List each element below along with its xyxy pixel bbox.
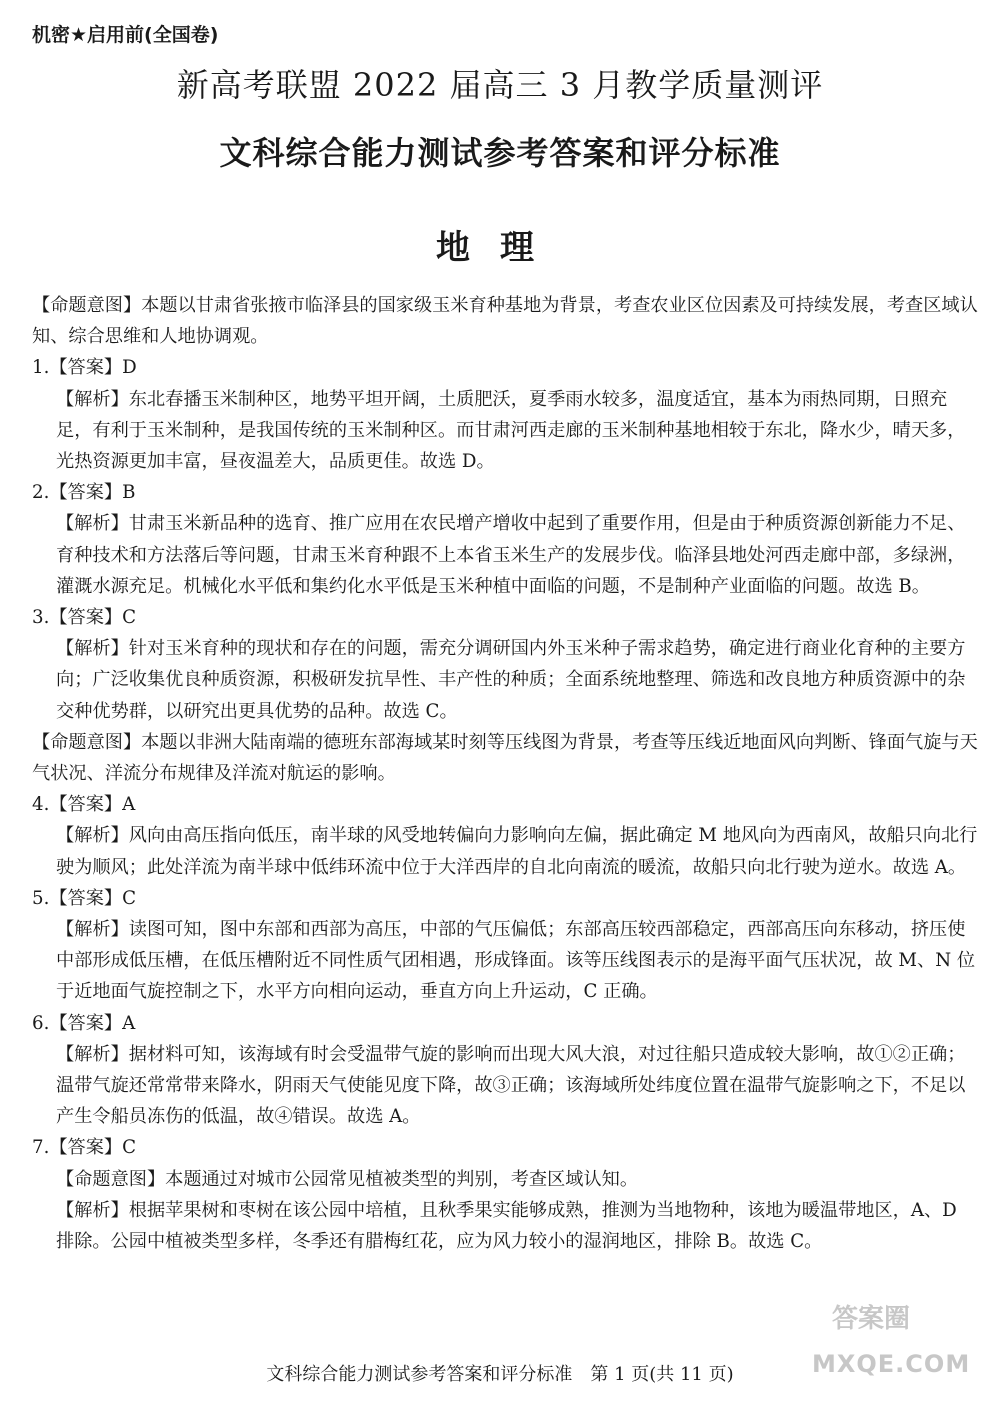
answer-line-2: 2.【答案】B: [32, 482, 136, 504]
explanation-7: 【解析】根据苹果树和枣树在该公园中培植，且秋季果实能够成熟，推测为当地物种，该地为暖温带地区，A、D 排除。公园中植被类型多样，冬季还有腊梅红花，应为风力较小的湿润地区，排除 B。故选 C。: [56, 1199, 957, 1253]
intent-paragraph: 【命题意图】本题以甘肃省张掖市临泽县的国家级玉米育种基地为背景，考查农业区位因素及可持续发展，考查区域认知、综合思维和人地协调观。: [32, 295, 978, 348]
answer-line-3: 3.【答案】C: [32, 607, 137, 629]
confidential-label: 机密★启用前(全国卷): [32, 24, 219, 46]
explanation-6: 【解析】据材料可知，该海域有时会受温带气旋的影响而出现大风大浪，对过往船只造成较大影响，故①②正确；温带气旋还常常带来降水，阴雨天气使能见度下降，故③正确；该海域所处纬度位置在温带气旋影响之下，不足以产生令船员冻伤的低温，故④错误。故选 A。: [56, 1043, 966, 1128]
document-title: 文科综合能力测试参考答案和评分标准: [219, 134, 781, 172]
explanation-4: 【解析】风向由高压指向低压，南半球的风受地转偏向力影响向左偏，据此确定 M 地风向为西南风，故船只向北行驶为顺风；此处洋流为南半球中低纬环流中位于大洋西岸的自北向南流的暖流，故船只向北行驶为逆水。故选 A。: [56, 825, 978, 878]
subject-heading: 地理: [436, 228, 564, 268]
watermark-logo: [812, 1298, 982, 1388]
watermark-line-1: 答案圈: [832, 1304, 911, 1334]
exam-title: 新高考联盟 2022 届高三 3 月教学质量测评: [176, 66, 824, 104]
answer-line-1: 1.【答案】D: [32, 357, 137, 379]
answer-line-4: 4.【答案】A: [32, 794, 136, 816]
intent-paragraph-2: 【命题意图】本题以非洲大陆南端的德班东部海域某时刻等压线图为背景，考查等压线近地面风向判断、锋面气旋与天气状况、洋流分布规律及洋流对航运的影响。: [32, 731, 978, 785]
answer-line-7: 7.【答案】C: [32, 1137, 137, 1159]
explanation-3: 【解析】针对玉米育种的现状和存在的问题，需充分调研国内外玉米种子需求趋势，确定进行商业化育种的主要方向；广泛收集优良种质资源，积极研发抗旱性、丰产性的种质；全面系统地整理、筛选和改良地方种质资源中的杂交种优势群，以研究出更具优势的品种。故选 C。: [56, 638, 966, 722]
watermark-line-2: MXQE.COM: [812, 1350, 971, 1378]
answer-line-6: 6.【答案】A: [32, 1012, 136, 1034]
page-footer: 文科综合能力测试参考答案和评分标准 第 1 页(共 11 页): [266, 1364, 734, 1385]
answer-body: [32, 290, 980, 1257]
intent-7: 【命题意图】本题通过对城市公园常见植被类型的判别，考查区域认知。: [56, 1168, 639, 1190]
explanation-1: 【解析】东北春播玉米制种区，地势平坦开阔，土质肥沃，夏季雨水较多，温度适宜，基本为雨热同期，日照充足，有利于玉米制种，是我国传统的玉米制种区。而甘肃河西走廊的玉米制种基地相较于东北，降水少，晴天多，光热资源更加丰富，昼夜温差大，品质更佳。故选 D。: [56, 388, 966, 473]
explanation-5: 【解析】读图可知，图中东部和西部为高压，中部的气压偏低；东部高压较西部稳定，西部高压向东移动，挤压使中部形成低压槽，在低压槽附近不同性质气团相遇，形成锋面。该等压线图表示的是海平面气压状况，故 M、N 位于近地面气旋控制之下，水平方向相向运动，垂直方向上升运动，C 正确。: [56, 919, 976, 1003]
explanation-2: 【解析】甘肃玉米新品种的选育、推广应用在农民增产增收中起到了重要作用，但是由于种质资源创新能力不足、育种技术和方法落后等问题，甘肃玉米育种跟不上本省玉米生产的发展步伐。临泽县地处河西走廊中部，多绿洲，灌溉水源充足。机械化水平低和集约化水平低是玉米种植中面临的问题，不是制种产业面临的问题。故选 B。: [56, 513, 966, 597]
answer-line-5: 5.【答案】C: [32, 887, 137, 909]
